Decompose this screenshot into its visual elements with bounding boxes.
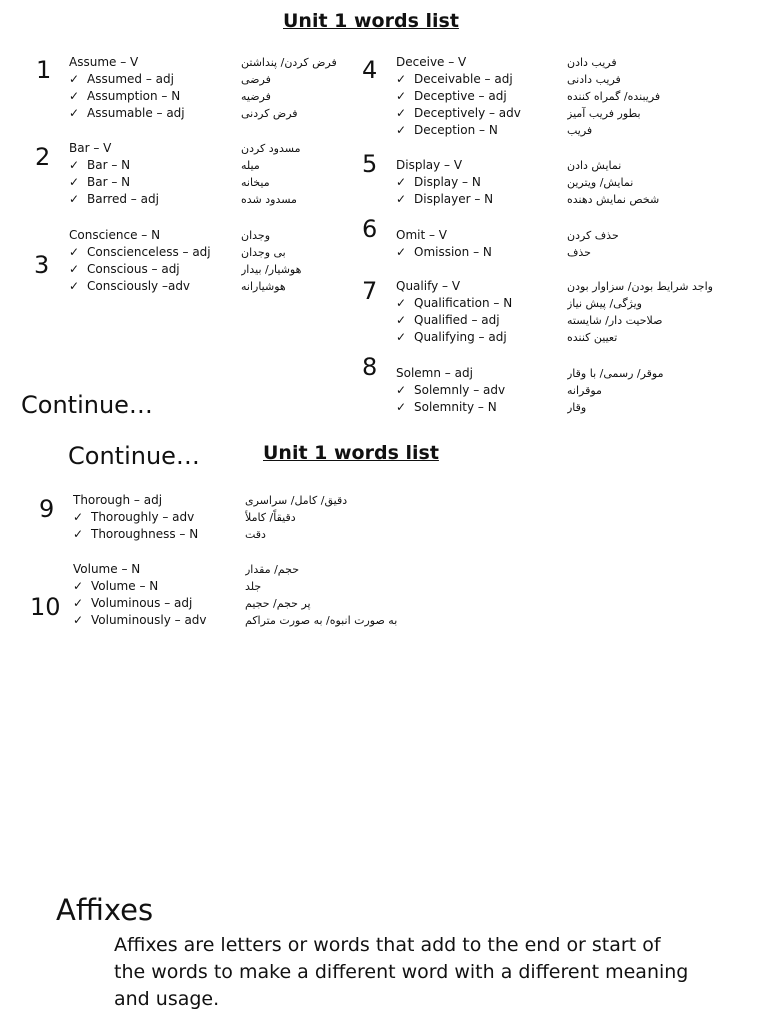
word-headword-meaning: واجد شرایط بودن/ سزاوار بودن (567, 280, 713, 293)
derived-word-row (396, 71, 521, 88)
derived-word: Display – N (414, 175, 481, 189)
persian-meaning-column (567, 54, 717, 139)
derived-word-row (396, 244, 492, 261)
derived-word-meaning: فریب دادنی (567, 73, 621, 86)
checkmark-icon: ✓ (69, 175, 80, 189)
derived-word-meaning: حذف (567, 246, 591, 259)
derived-word-row (69, 71, 185, 88)
english-word-column (396, 227, 492, 261)
checkmark-icon: ✓ (396, 89, 407, 103)
word-headword: Deceive – V (396, 55, 467, 69)
derived-word-row (396, 105, 521, 122)
word-headword: Omit – V (396, 228, 448, 242)
derived-word: Bar – N (87, 158, 131, 172)
english-word-column (69, 140, 159, 208)
derived-word-row (69, 105, 185, 122)
derived-word-meaning: جلد (245, 580, 262, 593)
derived-word-row (73, 509, 198, 526)
persian-meaning-column (245, 561, 415, 629)
english-word-column (396, 365, 505, 416)
word-headword: Conscience – N (69, 228, 161, 242)
entry-number: 4 (362, 56, 378, 84)
derived-word-meaning: هوشیارانه (241, 280, 286, 293)
checkmark-icon: ✓ (69, 245, 80, 259)
checkmark-icon: ✓ (396, 330, 407, 344)
derived-word-row (69, 278, 211, 295)
persian-meaning-column (567, 278, 717, 346)
derived-word-meaning: فریبنده/ گمراه کننده (567, 90, 661, 103)
derived-word-row (69, 174, 159, 191)
derived-word-meaning: به صورت انبوه/ به صورت متراکم (245, 614, 398, 627)
derived-word-row (396, 174, 493, 191)
derived-word-meaning: نمایش/ ویترین (567, 176, 634, 189)
checkmark-icon: ✓ (73, 527, 84, 541)
affixes-definition: Affixes are letters or words that add to the end or start of the words to make a different word with a different meaning and usage. (114, 934, 689, 1010)
word-headword-meaning: مسدود کردن (241, 142, 301, 155)
derived-word: Qualified – adj (414, 313, 500, 327)
persian-meaning-column (241, 140, 345, 208)
word-headword: Bar – V (69, 141, 112, 155)
derived-word: Volume – N (91, 579, 159, 593)
word-headword-meaning: دقیق/ کامل/ سراسری (245, 494, 348, 507)
derived-word-meaning: وقار (567, 401, 587, 414)
derived-word: Conscious – adj (87, 262, 180, 276)
derived-word-meaning: هوشیار/ بیدار (241, 263, 302, 276)
derived-word-meaning: دقت (245, 528, 266, 541)
section-title-second: Unit 1 words list (263, 442, 439, 464)
derived-word-meaning: پر حجم/ حجیم (245, 597, 311, 610)
derived-word: Solemnly – adv (414, 383, 506, 397)
derived-word: Deception – N (414, 123, 498, 137)
entry-number: 2 (35, 143, 51, 171)
derived-word: Qualifying – adj (414, 330, 507, 344)
word-headword-meaning: حذف کردن (567, 229, 619, 242)
derived-word: Deceivable – adj (414, 72, 513, 86)
english-word-column (396, 157, 493, 208)
checkmark-icon: ✓ (396, 72, 407, 86)
checkmark-icon: ✓ (396, 175, 407, 189)
english-word-column (73, 561, 207, 629)
derived-word-row (73, 578, 207, 595)
persian-meaning-column (567, 157, 717, 208)
word-headword-meaning: موقر/ رسمی/ با وقار (567, 367, 664, 380)
checkmark-icon: ✓ (73, 596, 84, 610)
english-word-column (69, 227, 211, 295)
checkmark-icon: ✓ (69, 72, 80, 86)
derived-word-row (69, 261, 211, 278)
derived-word-row (396, 382, 505, 399)
checkmark-icon: ✓ (396, 245, 407, 259)
derived-word: Deceptively – adv (414, 106, 521, 120)
checkmark-icon: ✓ (73, 613, 84, 627)
derived-word-row (396, 122, 521, 139)
persian-meaning-column (567, 227, 717, 261)
entry-number: 1 (36, 56, 52, 84)
checkmark-icon: ✓ (69, 192, 80, 206)
checkmark-icon: ✓ (396, 192, 407, 206)
entry-number: 9 (39, 495, 55, 523)
persian-meaning-column (241, 227, 345, 295)
checkmark-icon: ✓ (69, 262, 80, 276)
entry-number: 6 (362, 215, 378, 243)
word-headword-meaning: حجم/ مقدار (245, 563, 300, 576)
checkmark-icon: ✓ (396, 123, 407, 137)
checkmark-icon: ✓ (396, 383, 407, 397)
derived-word: Barred – adj (87, 192, 159, 206)
derived-word: Thoroughly – adv (91, 510, 195, 524)
persian-meaning-column (567, 365, 717, 416)
derived-word-row (69, 88, 185, 105)
derived-word: Assumable – adj (87, 106, 185, 120)
derived-word-row (73, 526, 198, 543)
entry-number: 7 (362, 277, 378, 305)
derived-word: Omission – N (414, 245, 492, 259)
checkmark-icon: ✓ (396, 313, 407, 327)
word-headword-meaning: فرض کردن/ پنداشتن (241, 56, 337, 69)
derived-word-row (396, 88, 521, 105)
derived-word-row (73, 612, 207, 629)
english-word-column (69, 54, 185, 122)
entry-number: 10 (30, 593, 61, 621)
derived-word-meaning: مسدود شده (241, 193, 297, 206)
checkmark-icon: ✓ (69, 89, 80, 103)
derived-word-row (396, 399, 505, 416)
word-headword: Volume – N (73, 562, 141, 576)
checkmark-icon: ✓ (396, 400, 407, 414)
derived-word: Thoroughness – N (91, 527, 199, 541)
derived-word-meaning: میخانه (241, 176, 270, 189)
persian-meaning-column (241, 54, 345, 122)
derived-word: Solemnity – N (414, 400, 497, 414)
derived-word-meaning: ویژگی/ پیش نیاز (567, 297, 642, 310)
word-headword-meaning: نمایش دادن (567, 159, 622, 172)
derived-word-row (396, 329, 512, 346)
english-word-column (396, 278, 512, 346)
entry-number: 8 (362, 353, 378, 381)
derived-word: Qualification – N (414, 296, 513, 310)
derived-word: Assumption – N (87, 89, 181, 103)
checkmark-icon: ✓ (396, 106, 407, 120)
continue-label: Continue… (21, 391, 153, 419)
derived-word: Deceptive – adj (414, 89, 507, 103)
english-word-column (73, 492, 198, 543)
derived-word-meaning: فرضیه (241, 90, 271, 103)
derived-word-meaning: فریب (567, 124, 593, 137)
checkmark-icon: ✓ (396, 296, 407, 310)
checkmark-icon: ✓ (73, 510, 84, 524)
page-title: Unit 1 words list (283, 10, 459, 32)
derived-word-meaning: فرض کردنی (241, 107, 298, 120)
derived-word-meaning: تعیین کننده (567, 331, 618, 344)
word-headword: Assume – V (69, 55, 139, 69)
derived-word-row (69, 157, 159, 174)
derived-word: Assumed – adj (87, 72, 174, 86)
derived-word-meaning: صلاحیت دار/ شایسته (567, 314, 663, 327)
word-headword: Display – V (396, 158, 463, 172)
derived-word-meaning: فرضی (241, 73, 271, 86)
derived-word: Consciously –adv (87, 279, 191, 293)
derived-word-row (396, 312, 512, 329)
derived-word-meaning: بطور فریب آمیز (567, 107, 641, 120)
english-word-column (396, 54, 521, 139)
entry-number: 5 (362, 150, 378, 178)
derived-word-meaning: بی وجدان (241, 246, 286, 259)
derived-word-row (73, 595, 207, 612)
derived-word-meaning: شخص نمایش دهنده (567, 193, 660, 206)
persian-meaning-column (245, 492, 355, 543)
derived-word: Conscienceless – adj (87, 245, 211, 259)
word-headword: Solemn – adj (396, 366, 473, 380)
derived-word: Bar – N (87, 175, 131, 189)
continue-label-second: Continue… (68, 442, 200, 470)
derived-word-meaning: موقرانه (567, 384, 602, 397)
derived-word-row (69, 191, 159, 208)
derived-word-meaning: میله (241, 159, 260, 172)
derived-word-meaning: دقیقاً/ کاملاً (245, 511, 296, 524)
derived-word-row (396, 191, 493, 208)
checkmark-icon: ✓ (73, 579, 84, 593)
checkmark-icon: ✓ (69, 279, 80, 293)
derived-word-row (396, 295, 512, 312)
word-headword-meaning: فریب دادن (567, 56, 617, 69)
derived-word-row (69, 244, 211, 261)
checkmark-icon: ✓ (69, 158, 80, 172)
derived-word: Displayer – N (414, 192, 494, 206)
checkmark-icon: ✓ (69, 106, 80, 120)
word-headword: Qualify – V (396, 279, 461, 293)
affixes-heading: Affixes (56, 893, 154, 927)
word-headword-meaning: وجدان (241, 229, 271, 242)
derived-word: Voluminous – adj (91, 596, 193, 610)
entry-number: 3 (34, 251, 50, 279)
word-headword: Thorough – adj (73, 493, 163, 507)
derived-word: Voluminously – adv (91, 613, 207, 627)
